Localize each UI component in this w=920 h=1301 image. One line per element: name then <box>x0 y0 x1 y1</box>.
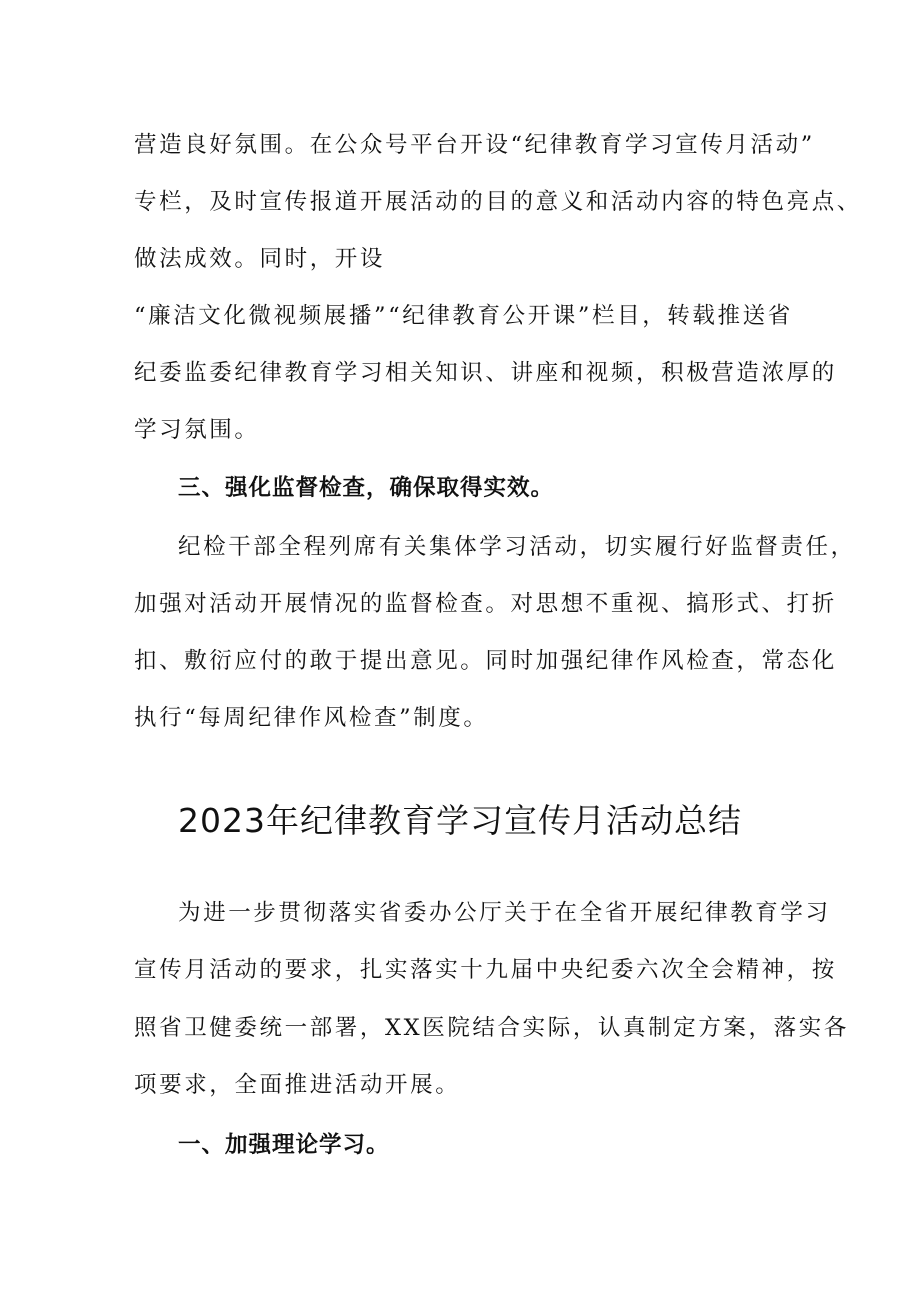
paragraph-line: 宣传月活动的要求，扎实落实十九届中央纪委六次全会精神，按 <box>134 957 837 983</box>
paragraph-line: 执行“每周纪律作风检查”制度。 <box>134 705 489 731</box>
document-title: 2023年纪律教育学习宣传月活动总结 <box>178 801 742 840</box>
paragraph-line: 营造良好氛围。在公众号平台开设“纪律教育学习宣传月活动” <box>134 132 815 158</box>
paragraph-line: 纪检干部全程列席有关集体学习活动，切实履行好监督责任， <box>178 534 856 560</box>
paragraph-line: 照省卫健委统一部署，XX医院结合实际，认真制定方案，落实各 <box>134 1015 849 1041</box>
paragraph-line: 加强对活动开展情况的监督检查。对思想不重视、搞形式、打折 <box>134 591 837 617</box>
section-heading-1: 一、加强理论学习。 <box>178 1132 390 1158</box>
paragraph-line: 纪委监委纪律教育学习相关知识、讲座和视频，积极营造浓厚的 <box>134 360 837 386</box>
paragraph-line: 扣、敷衍应付的敢于提出意见。同时加强纪律作风检查，常态化 <box>134 648 837 674</box>
paragraph-line: 做法成效。同时，开设 <box>134 246 386 272</box>
paragraph-line: 为进一步贯彻落实省委办公厅关于在全省开展纪律教育学习 <box>178 900 831 926</box>
paragraph-line: 项要求，全面推进活动开展。 <box>134 1072 461 1098</box>
section-heading-3: 三、强化监督检查，确保取得实效。 <box>178 475 555 501</box>
paragraph-line: “廉洁文化微视频展播”“纪律教育公开课”栏目，转载推送省 <box>134 303 793 329</box>
paragraph-line: 专栏，及时宣传报道开展活动的目的意义和活动内容的特色亮点、 <box>134 189 862 215</box>
paragraph-line: 学习氛围。 <box>134 417 260 443</box>
